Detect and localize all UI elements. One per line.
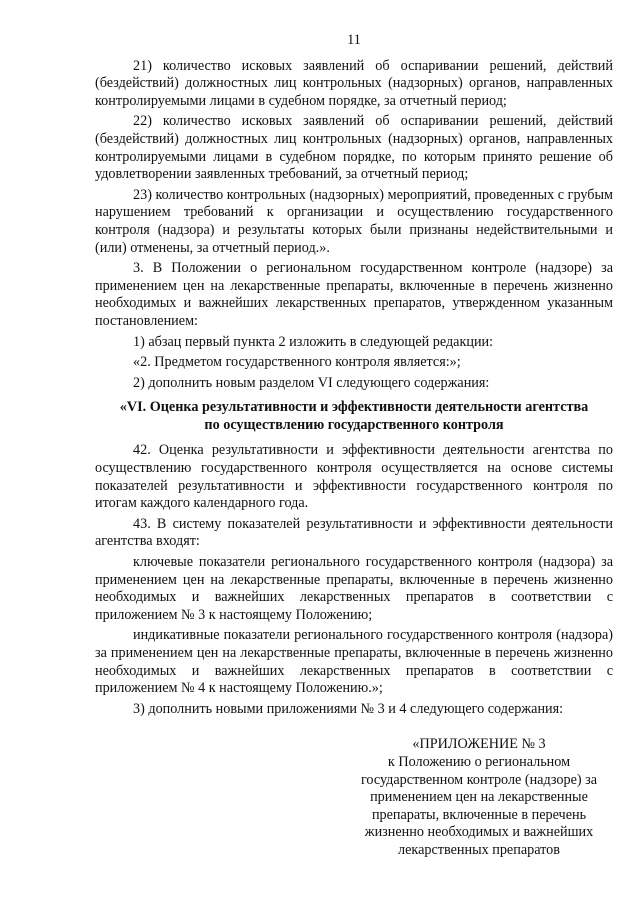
appendix-block [345,736,613,859]
paragraph-item-21: 21) количество исковых заявлений об оспаривании решений, действий (бездействий) должностных лиц контрольных (надзорных) органов, направленных контролируемыми лицами в судебном порядке, за отчетный период; [95,57,613,109]
document-page [95,32,613,860]
paragraph-key-indicators: ключевые показатели регионального государственного контроля (надзора) за применением цен на лекарственные препараты, включенные в перечень жизненно необходимых и важнейших лекарственных препаратов в соответствии с приложением № 3 к настоящему Положению; [95,554,613,623]
section-heading: «VI. Оценка результативности и эффективности деятельности агентства по осуществлению государственного контроля [119,399,589,433]
paragraph-amendment-1: 1) абзац первый пункта 2 изложить в следующей редакции: [133,333,494,350]
paragraph-item-42: 42. Оценка результативности и эффективности деятельности агентства по осуществлению государственного контроля осуществляется на основе системы показателей результативности и эффективности государственного контроля по итогам каждого календарного года. [95,442,613,512]
paragraph-indicative-indicators: индикативные показатели регионального государственного контроля (надзора) за применением цен на лекарственные препараты, включенные в перечень жизненно необходимых и важнейших лекарственных препаратов в соответствии с приложением № 4 к настоящему Положению.»; [95,627,613,697]
page-number: 11 [347,32,361,48]
paragraph-item-23: 23) количество контрольных (надзорных) мероприятий, проведенных с грубым нарушением требований к организации и осуществлению государственного контроля (надзора) и результаты которых были признаны недействительными и (или) отменены, за отчетный период.». [95,186,613,256]
paragraph-item-43: 43. В систему показателей результативности и эффективности деятельности агентства входят: [95,515,613,550]
paragraph-amendment-2: 2) дополнить новым разделом VI следующего содержания: [133,374,490,391]
appendix-title: «ПРИЛОЖЕНИЕ № 3 [412,736,546,753]
paragraph-amendment-3: 3) дополнить новыми приложениями № 3 и 4 следующего содержания: [133,700,564,717]
paragraph-section-3: 3. В Положении о региональном государственном контроле (надзоре) за применением цен на лекарственные препараты, включенные в перечень жизненно необходимых и важнейших лекарственных препаратов, утвержденном указанным постановлением: [95,260,613,329]
appendix-text: к Положению о региональном государственном контроле (надзоре) за применением цен на лекарственные препараты, включенные в перечень жизненно необходимых и важнейших лекарственных препаратов [360,753,598,858]
paragraph-item-22: 22) количество исковых заявлений об оспаривании решений, действий (бездействий) должностных лиц контрольных (надзорных) органов, направленных контролируемыми лицами в судебном порядке, по которым принято решение об удовлетворении заявленных требований, за отчетный период; [95,113,613,183]
paragraph-quote-2: «2. Предметом государственного контроля является:»; [133,354,461,371]
